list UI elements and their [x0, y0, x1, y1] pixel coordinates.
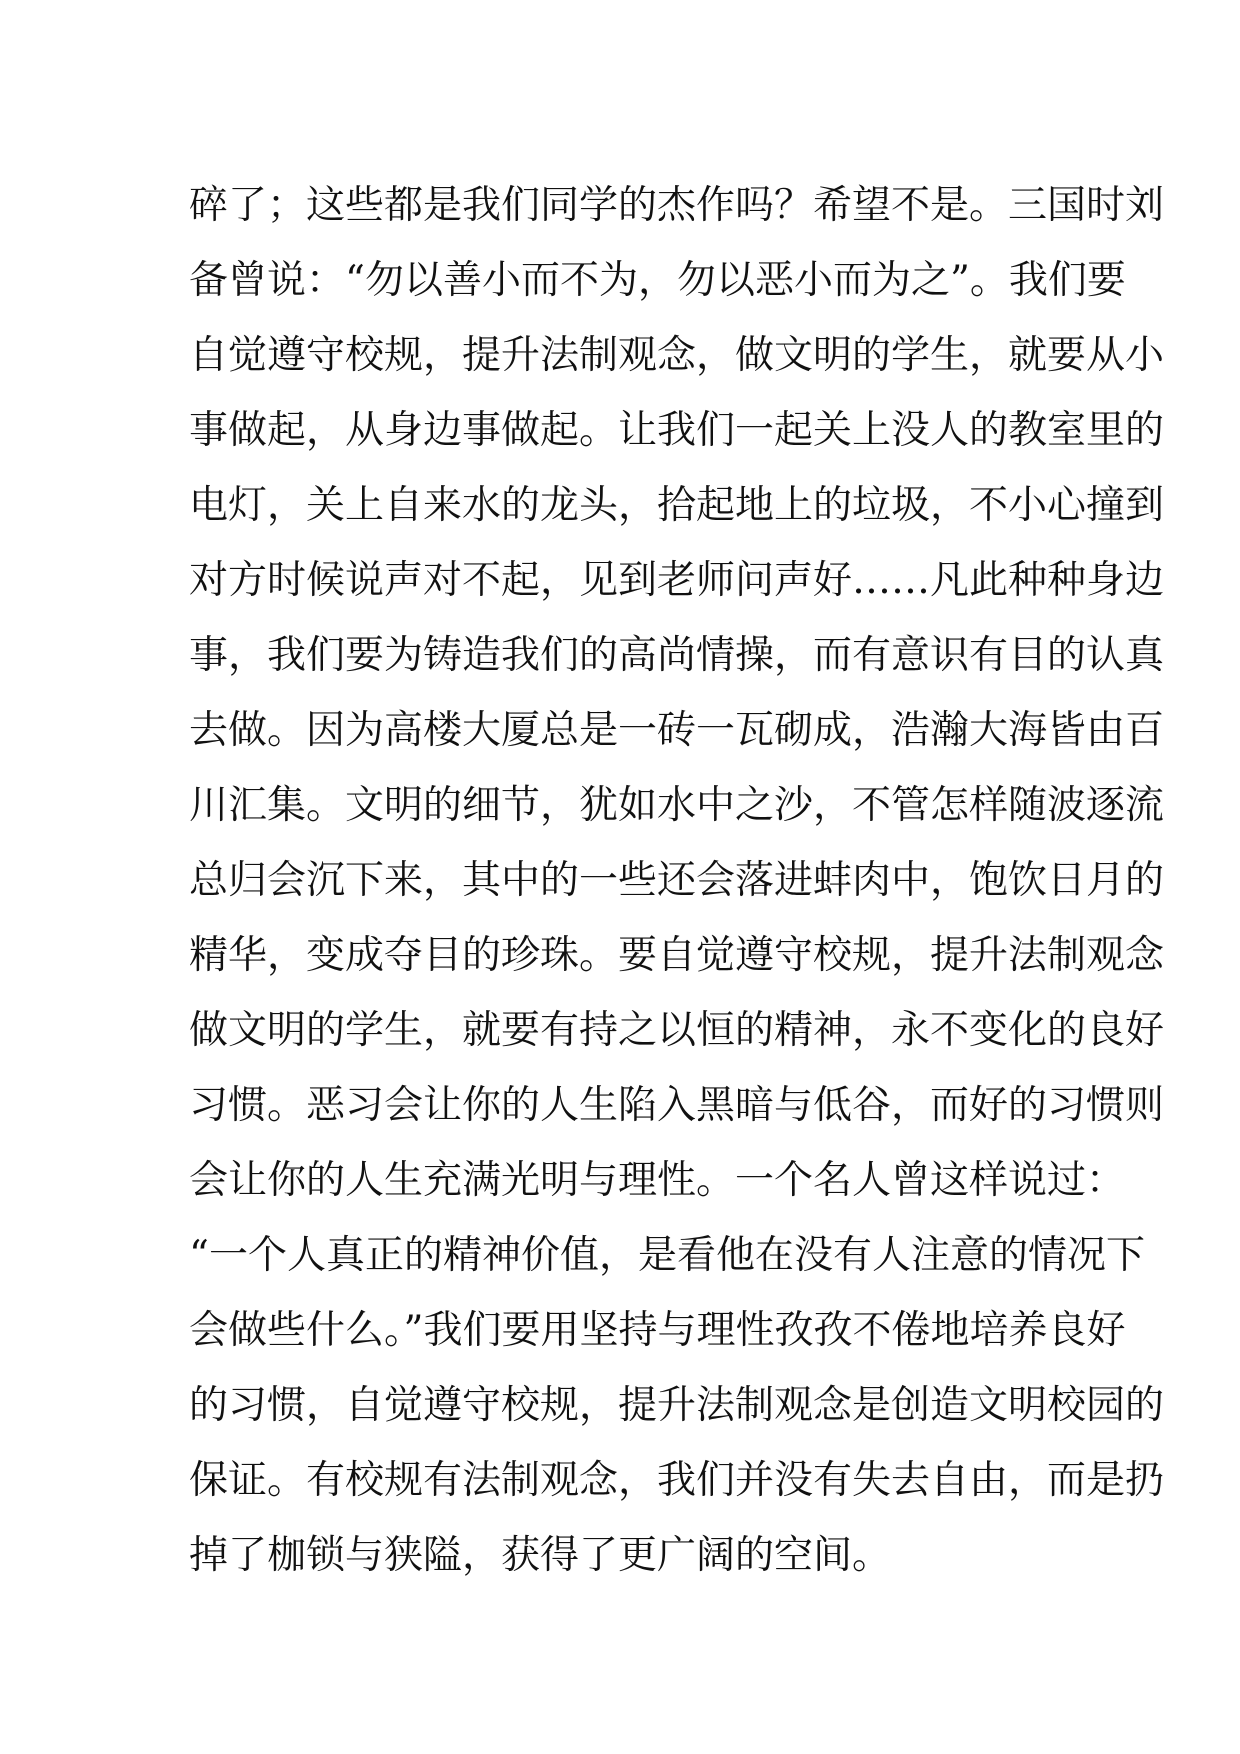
paragraph-line-11: 精华，变成夺目的珍珠。要自觉遵守校规，提升法制观念: [189, 933, 1165, 978]
paragraph-line-15: “一个人真正的精神价值，是看他在没有人注意的情况下: [189, 1233, 1145, 1278]
paragraph-line-2: 备曾说：“勿以善小而不为，勿以恶小而为之”。我们要: [189, 258, 1126, 303]
paragraph-line-5: 电灯，关上自来水的龙头，拾起地上的垃圾，不小心撞到: [189, 483, 1165, 528]
paragraph-line-12: 做文明的学生，就要有持之以恒的精神，永不变化的良好: [189, 1008, 1165, 1053]
paragraph-line-10: 总归会沉下来，其中的一些还会落进蚌肉中，饱饮日月的: [189, 858, 1165, 903]
paragraph-line-16: 会做些什么。”我们要用坚持与理性孜孜不倦地培养良好: [189, 1308, 1126, 1353]
body-paragraph: [189, 168, 1165, 1593]
paragraph-line-14: 会让你的人生充满光明与理性。一个名人曾这样说过：: [189, 1158, 1126, 1203]
paragraph-line-8: 去做。因为高楼大厦总是一砖一瓦砌成，浩瀚大海皆由百: [189, 708, 1165, 753]
paragraph-line-9: 川汇集。文明的细节，犹如水中之沙，不管怎样随波逐流: [189, 783, 1165, 828]
paragraph-line-13: 习惯。恶习会让你的人生陷入黑暗与低谷，而好的习惯则: [189, 1083, 1165, 1128]
paragraph-line-6: 对方时候说声对不起，见到老师问声好……凡此种种身边: [189, 558, 1165, 603]
paragraph-line-19: 掉了枷锁与狭隘，获得了更广阔的空间。: [189, 1533, 892, 1578]
paragraph-line-18: 保证。有校规有法制观念，我们并没有失去自由，而是扔: [189, 1458, 1165, 1503]
paragraph-line-3: 自觉遵守校规，提升法制观念，做文明的学生，就要从小: [189, 333, 1165, 378]
paragraph-line-17: 的习惯，自觉遵守校规，提升法制观念是创造文明校园的: [189, 1383, 1165, 1428]
paragraph-line-4: 事做起，从身边事做起。让我们一起关上没人的教室里的: [189, 408, 1165, 453]
paragraph-line-1: 碎了；这些都是我们同学的杰作吗？希望不是。三国时刘: [189, 183, 1165, 228]
paragraph-line-7: 事，我们要为铸造我们的高尚情操，而有意识有目的认真: [189, 633, 1165, 678]
